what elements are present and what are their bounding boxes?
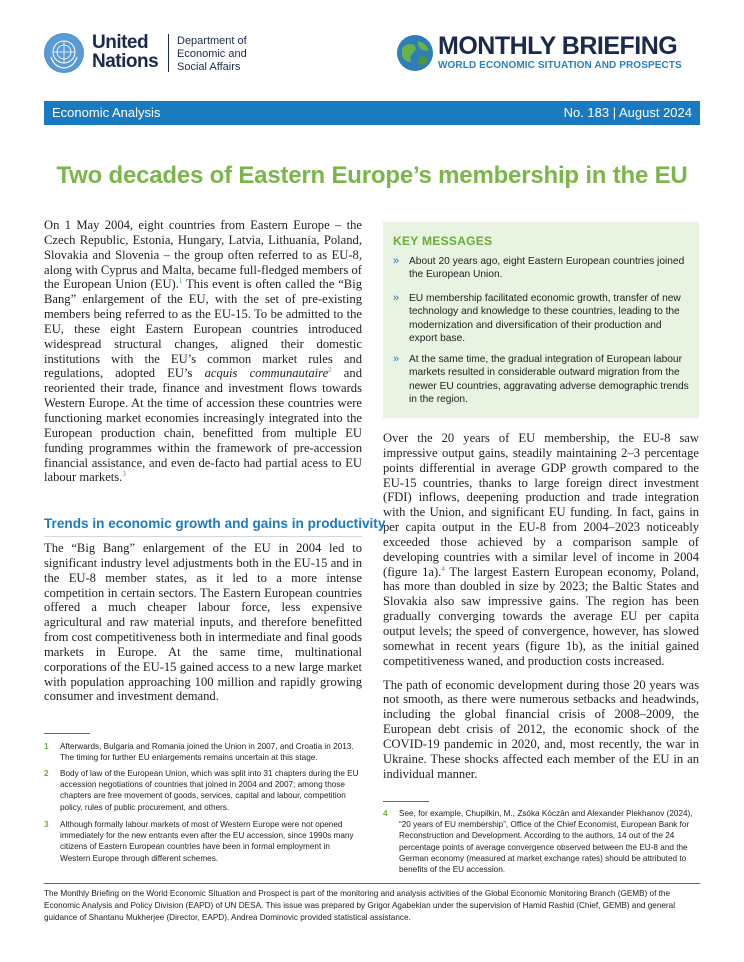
publication-note: The Monthly Briefing on the World Economic Situation and Prospect is part of the monitoring and analysis activities of the Global Economic Monitoring Branch (GEMB) of the Economic Analysis and Policy Division (EAPD) of UN DESA. This issue was prepared by Grigor Agabekian under the supervision of Hamid Rashid (Chief, GEMB) and general guidance of Shantanu Mukherjee (Director, EAPD). Andrea Dominovic provided statistical assistance. — [44, 889, 676, 922]
section-divider — [44, 536, 362, 537]
category-bar — [44, 101, 700, 125]
footnote-rule — [44, 733, 90, 734]
body-text-right: Over the 20 years of EU membership, the EU-8 saw impressive output gains, steadily maintaining 2–3 percentage points differential in average GDP growth compared to the EU-15 countries, thanks to large foreign direct investment (FDI) inflows, deepening production and trade integration with the Union, and significant EU funding. In fact, gains in per capita output in the EU-8 from 2004–2023 noticeably exceeded those achieved by a comparison sample of developing countries with a similar level of income in 2004 (figure 1a).$^4$ The largest Eastern European economy, Poland, has more than doubled in size by 2023; the Baltic States and Slovakia also saw impressive gains. The region has been gradually converging towards the average EU per capita output levels; the speed of convergence, however, has slowed somewhat in recent years (figure 1b), as the initial gained competitiveness waned, and production costs increased. The path of economic development during those 20 years was not smooth, as there were numerous setbacks and headwinds, including the global financial crisis of 2008–2009, the European debt crisis of 2012, the economic shock of the COVID-19 pandemic in 2020, and, most recently, the war in Ukraine. These shocks affected each member of the EU in an individual manner. — [383, 431, 699, 781]
section-text: The “Big Bang” enlargement of the EU in 2004 led to significant industry level adjustments both in the EU-15 and in the EU-8 member states, as it led to a more intense competition in certain sectors. The Eastern European countries offered a much cheaper labour force, less expensive agricultural and raw material inputs, and therefore benefitted from cost competitiveness both in intermediate and final goods markets in Europe. At the same time, multinational corporations of the EU-15 gained access to a new large market with population approaching 100 million and rapidly growing consumer and investment demand. — [44, 541, 362, 704]
footnote-ref[interactable]: 1 — [178, 277, 183, 286]
key-messages-box — [383, 222, 699, 418]
un-wordmark: United Nations — [92, 32, 159, 72]
footnote-item: 3 Although formally labour markets of most of Western Europe were not opened immediately for the new entrants even after the EU accession, since 1990s many citizens of Eastern European countries have been in formal employment in Western Europe through different schemes. — [44, 820, 354, 863]
globe-icon — [396, 34, 434, 72]
header-divider — [168, 34, 169, 72]
section-heading: Trends in economic growth and gains in productivity — [44, 516, 386, 531]
footnote-item: 2 Body of law of the European Union, which was split into 31 chapters during the EU accession negotiations of countries that joined in 2004 and 2007; among those chapters are free movement of goods, services, capital and labour, competition policy, rules of public procurement, and others. — [44, 769, 359, 812]
bullet-icon: » — [393, 255, 400, 267]
footnote-rule — [383, 801, 429, 802]
desa-wordmark: Department of Economic and Social Affairs — [177, 35, 247, 73]
key-message-item: » EU membership facilitated economic growth, transfer of new technology and knowledge to these countries, leading to the modernization and diversification of their production and export base. — [393, 292, 681, 345]
intro-text: On 1 May 2004, eight countries from Eastern Europe – the Czech Republic, Estonia, Hungary, Latvia, Lithuania, Poland, Slovakia and Slovenia – the group often referred to as EU-8, along with Cyprus and Malta, became full-fledged members of the European Union (EU).$^1$ This event is often called the “Big Bang” enlargement of the EU, with the set of pre-existing members being referred to as the EU-15. To be admitted to the EU, these eight Eastern European countries introduced widespread structural changes, aligned their domestic institutions with the EU’s common market rules and regulations, adopted EU’s acquis communautaire$^2$ and reoriented their trade, finance and investment flows towards Western Europe. At the time of accession these countries were functioning market economies increasingly integrated into the European production chain, benefitted from multiple EU funding programmes within the framework of pre-accession financial assistance, and even de-facto had partial acess to EU labour markets.$^3$ — [44, 218, 363, 485]
page-title: Two decades of Eastern Europe’s membership in the EU — [56, 162, 688, 189]
footnote-ref[interactable]: 2 — [328, 366, 332, 375]
bullet-icon: » — [393, 292, 400, 304]
key-message-item: » About 20 years ago, eight Eastern European countries joined the European Union. — [393, 255, 685, 281]
briefing-subtitle: WORLD ECONOMIC SITUATION AND PROSPECTS — [438, 60, 682, 71]
briefing-title: MONTHLY BRIEFING — [438, 32, 678, 60]
key-messages-title: KEY MESSAGES — [393, 234, 493, 248]
issue-label: No. 183 | August 2024 — [563, 105, 692, 120]
category-label: Economic Analysis — [52, 105, 161, 120]
bullet-icon: » — [393, 353, 400, 365]
key-message-item: » At the same time, the gradual integration of European labour markets resulted in considerable outward migration from the newer EU countries, aggravating adverse demographic trends in the region. — [393, 353, 689, 406]
footnote-item: 4 See, for example, Chupilkin, M., Zsóka Kóczán and Alexander Plekhanov (2024), “20 years of EU membership”, Office of the Chief Economist, European Bank for Reconstruction and Development. According to the authors, 14 out of the 24 percentage points of average convergence observed between the EU-8 and the German economy (measured at market exchange rates) should be attributed to benefits of the EU accession. — [383, 809, 693, 875]
bottom-divider — [44, 883, 700, 884]
un-emblem-icon — [44, 33, 84, 73]
footnote-ref[interactable]: 4 — [441, 564, 445, 573]
footnote-item: 1 Afterwards, Bulgaria and Romania joined the Union in 2007, and Croatia in 2013. The timing for further EU enlargements remains uncertain at this stage. — [44, 742, 354, 763]
footnote-ref[interactable]: 3 — [122, 470, 126, 479]
